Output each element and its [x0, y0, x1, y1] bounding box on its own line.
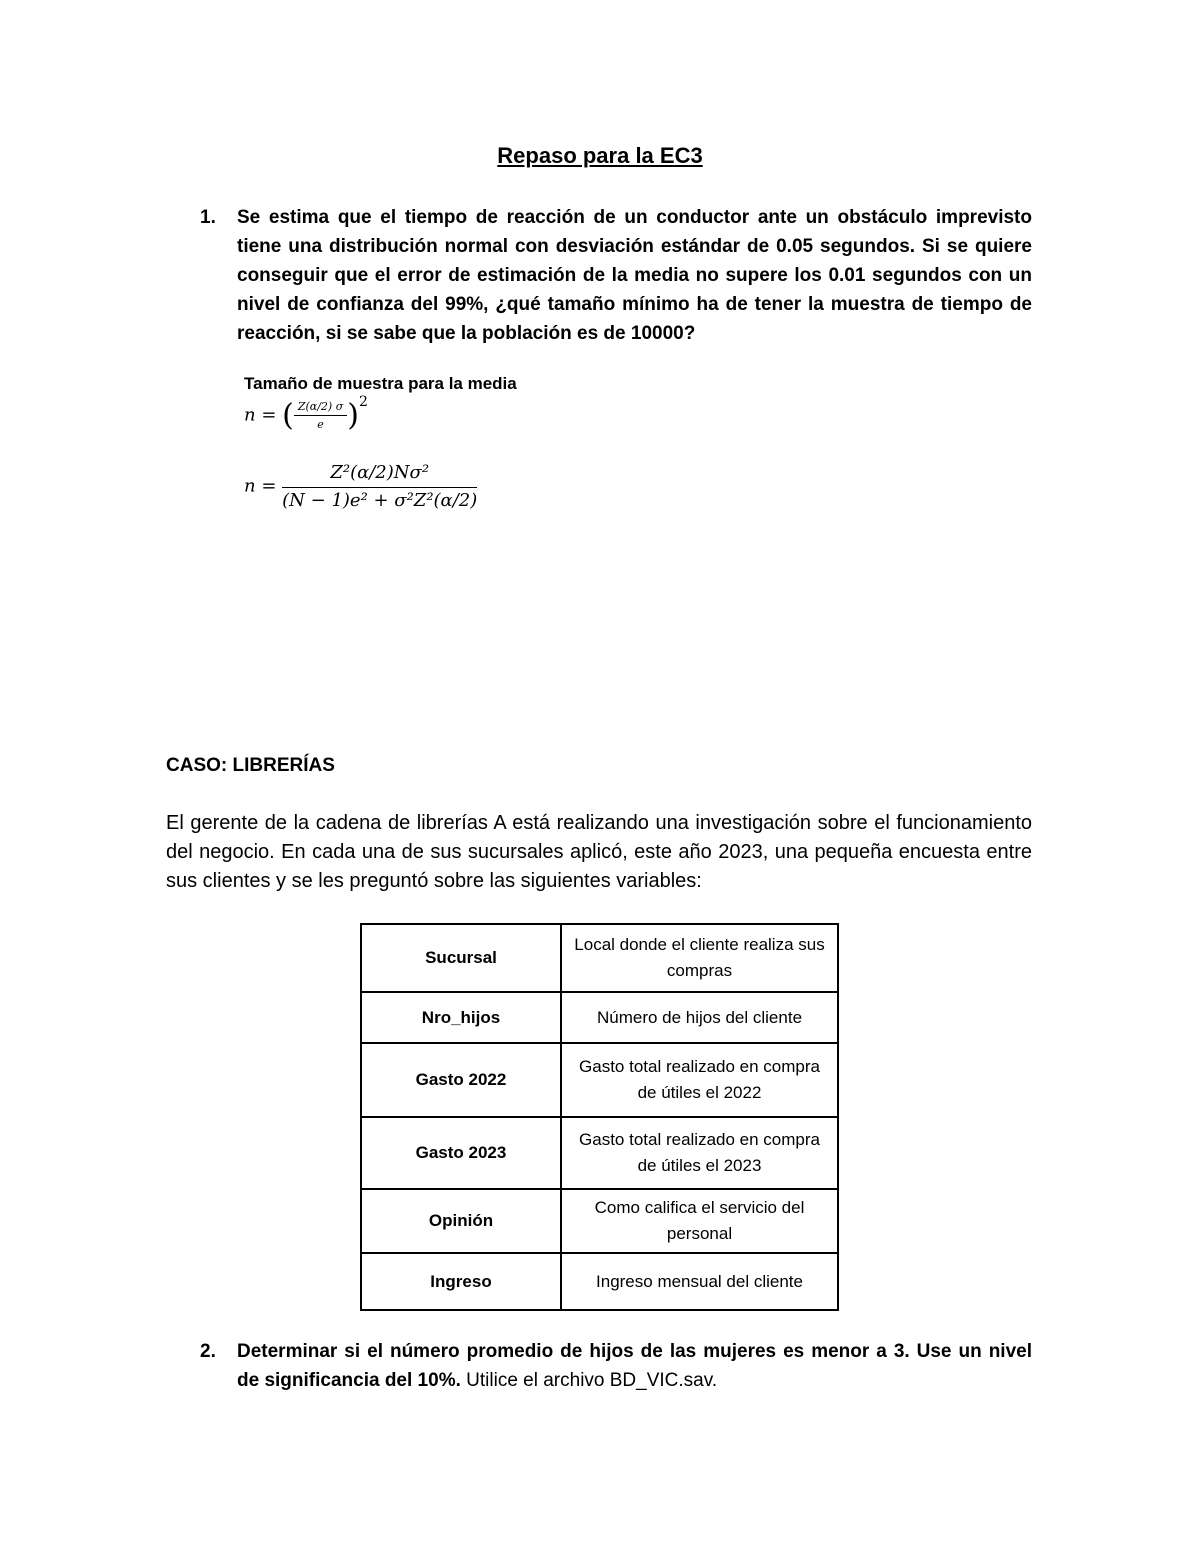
variable-description: Ingreso mensual del cliente	[561, 1253, 838, 1310]
question-2-number: 2.	[200, 1341, 216, 1362]
question-2-normal: Utilice el archivo BD_VIC.sav.	[460, 1370, 718, 1391]
variable-name: Gasto 2023	[361, 1117, 561, 1189]
formula-1-lhs: n =	[244, 404, 277, 426]
case-paragraph: El gerente de la cadena de librerías A está realizando una investigación sobre el funcionamiento del negocio. En cada una de sus sucursales aplicó, este año 2023, una pequeña encuesta entre sus clientes y se les preguntó sobre las siguientes variables:	[166, 812, 1032, 892]
variable-name: Gasto 2022	[361, 1043, 561, 1117]
variable-description: Local donde el cliente realiza sus compras	[561, 924, 838, 992]
variable-description: Gasto total realizado en compra de útiles el 2022	[561, 1043, 838, 1117]
formula-1-fraction: $\frac{Z(\alpha/2) \sigma}{e}$	[294, 400, 347, 431]
table-row	[361, 992, 838, 1043]
formula-2-lhs: n =	[244, 475, 277, 497]
question-1-number: 1.	[200, 207, 216, 228]
formula-sample-size-finite	[244, 462, 477, 511]
variable-name: Nro_hijos	[361, 992, 561, 1043]
table-row	[361, 1189, 838, 1253]
variable-description: Gasto total realizado en compra de útiles el 2023	[561, 1117, 838, 1189]
formula-sample-size-infinite: n = ( $\frac{Z(\alpha/2) \sigma}{e}$ )$^2$	[244, 393, 368, 433]
variable-description: Número de hijos del cliente	[561, 992, 838, 1043]
question-2-bold: Determinar si el número promedio de hijos de las mujeres es menor a 3. Use un nivel de significancia del 10%.	[237, 1341, 1032, 1391]
variable-name: Opinión	[361, 1189, 561, 1253]
table-row	[361, 1117, 838, 1189]
formula-2-fraction: $\frac{\text{Z²(α/2)Nσ²}}{\text{(N − 1)e² + σ²Z²(α/2)}}$	[282, 462, 478, 511]
variable-name: Ingreso	[361, 1253, 561, 1310]
case-heading: CASO: LIBRERÍAS	[166, 755, 335, 776]
variable-name: Sucursal	[361, 924, 561, 992]
formula-title: Tamaño de muestra para la media	[244, 374, 517, 393]
page-title: Repaso para la EC3	[497, 143, 703, 168]
variable-description: Como califica el servicio del personal	[561, 1189, 838, 1253]
table-row	[361, 1043, 838, 1117]
question-2-text	[237, 1337, 1032, 1395]
table-row	[361, 924, 838, 992]
table-row	[361, 1253, 838, 1310]
question-1-text: Se estima que el tiempo de reacción de un conductor ante un obstáculo imprevisto tiene una distribución normal con desviación estándar de 0.05 segundos. Si se quiere conseguir que el error de estimación de la media no supere los 0.01 segundos con un nivel de confianza del 99%, ¿qué tamaño mínimo ha de tener la muestra de tiempo de reacción, si se sabe que la población es de 10000?	[237, 207, 1032, 344]
variables-table	[360, 923, 839, 1311]
